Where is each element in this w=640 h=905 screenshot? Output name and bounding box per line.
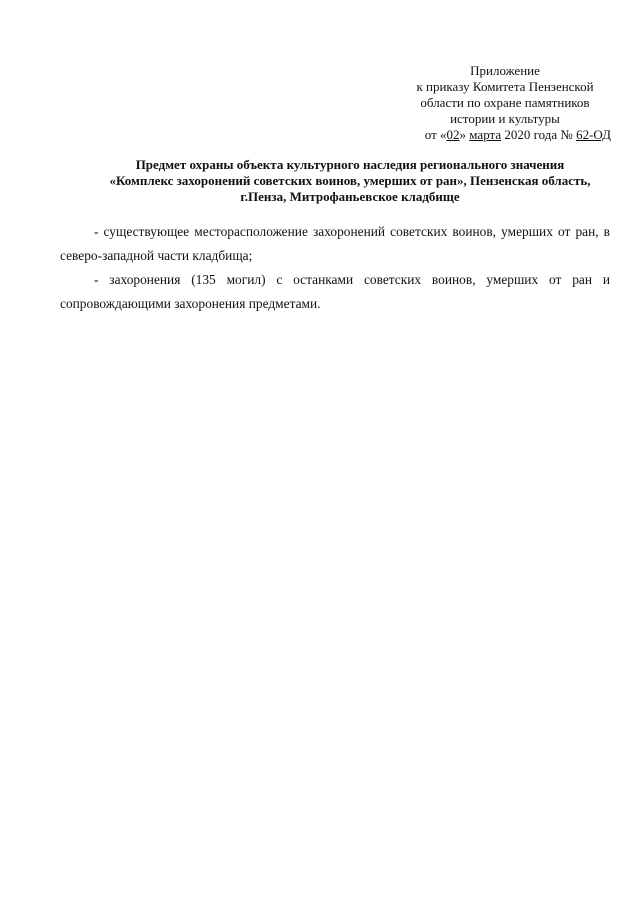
appendix-label: Приложение bbox=[470, 63, 540, 78]
document-body bbox=[60, 220, 610, 316]
appendix-header bbox=[395, 63, 615, 143]
appendix-committee: области по охране памятников bbox=[420, 95, 590, 110]
document-title bbox=[60, 157, 640, 205]
date-month: марта bbox=[469, 127, 502, 142]
date-day: 02 bbox=[446, 127, 460, 142]
title-line-3: г.Пенза, Митрофаньевское кладбище bbox=[240, 189, 460, 204]
date-prefix: от « bbox=[424, 127, 447, 142]
date-sep: » bbox=[459, 127, 470, 142]
list-item: - существующее месторасположение захоронений советских воинов, умерших от ран, в северо-западной части кладбища; bbox=[60, 224, 610, 263]
order-number: 62-ОД bbox=[576, 127, 611, 142]
list-item: - захоронения (135 могил) с останками советских воинов, умерших от ран и сопровождающими захоронения предметами. bbox=[60, 272, 610, 311]
appendix-committee-cont: истории и культуры bbox=[450, 111, 560, 126]
appendix-order-ref: к приказу Комитета Пензенской bbox=[416, 79, 594, 94]
title-line-1: Предмет охраны объекта культурного наследия регионального значения bbox=[135, 157, 565, 172]
title-line-2: «Комплекс захоронений советских воинов, умерших от ран», Пензенская область, bbox=[109, 173, 591, 188]
date-year: 2020 года № bbox=[501, 127, 577, 142]
appendix-date-line bbox=[395, 127, 615, 143]
